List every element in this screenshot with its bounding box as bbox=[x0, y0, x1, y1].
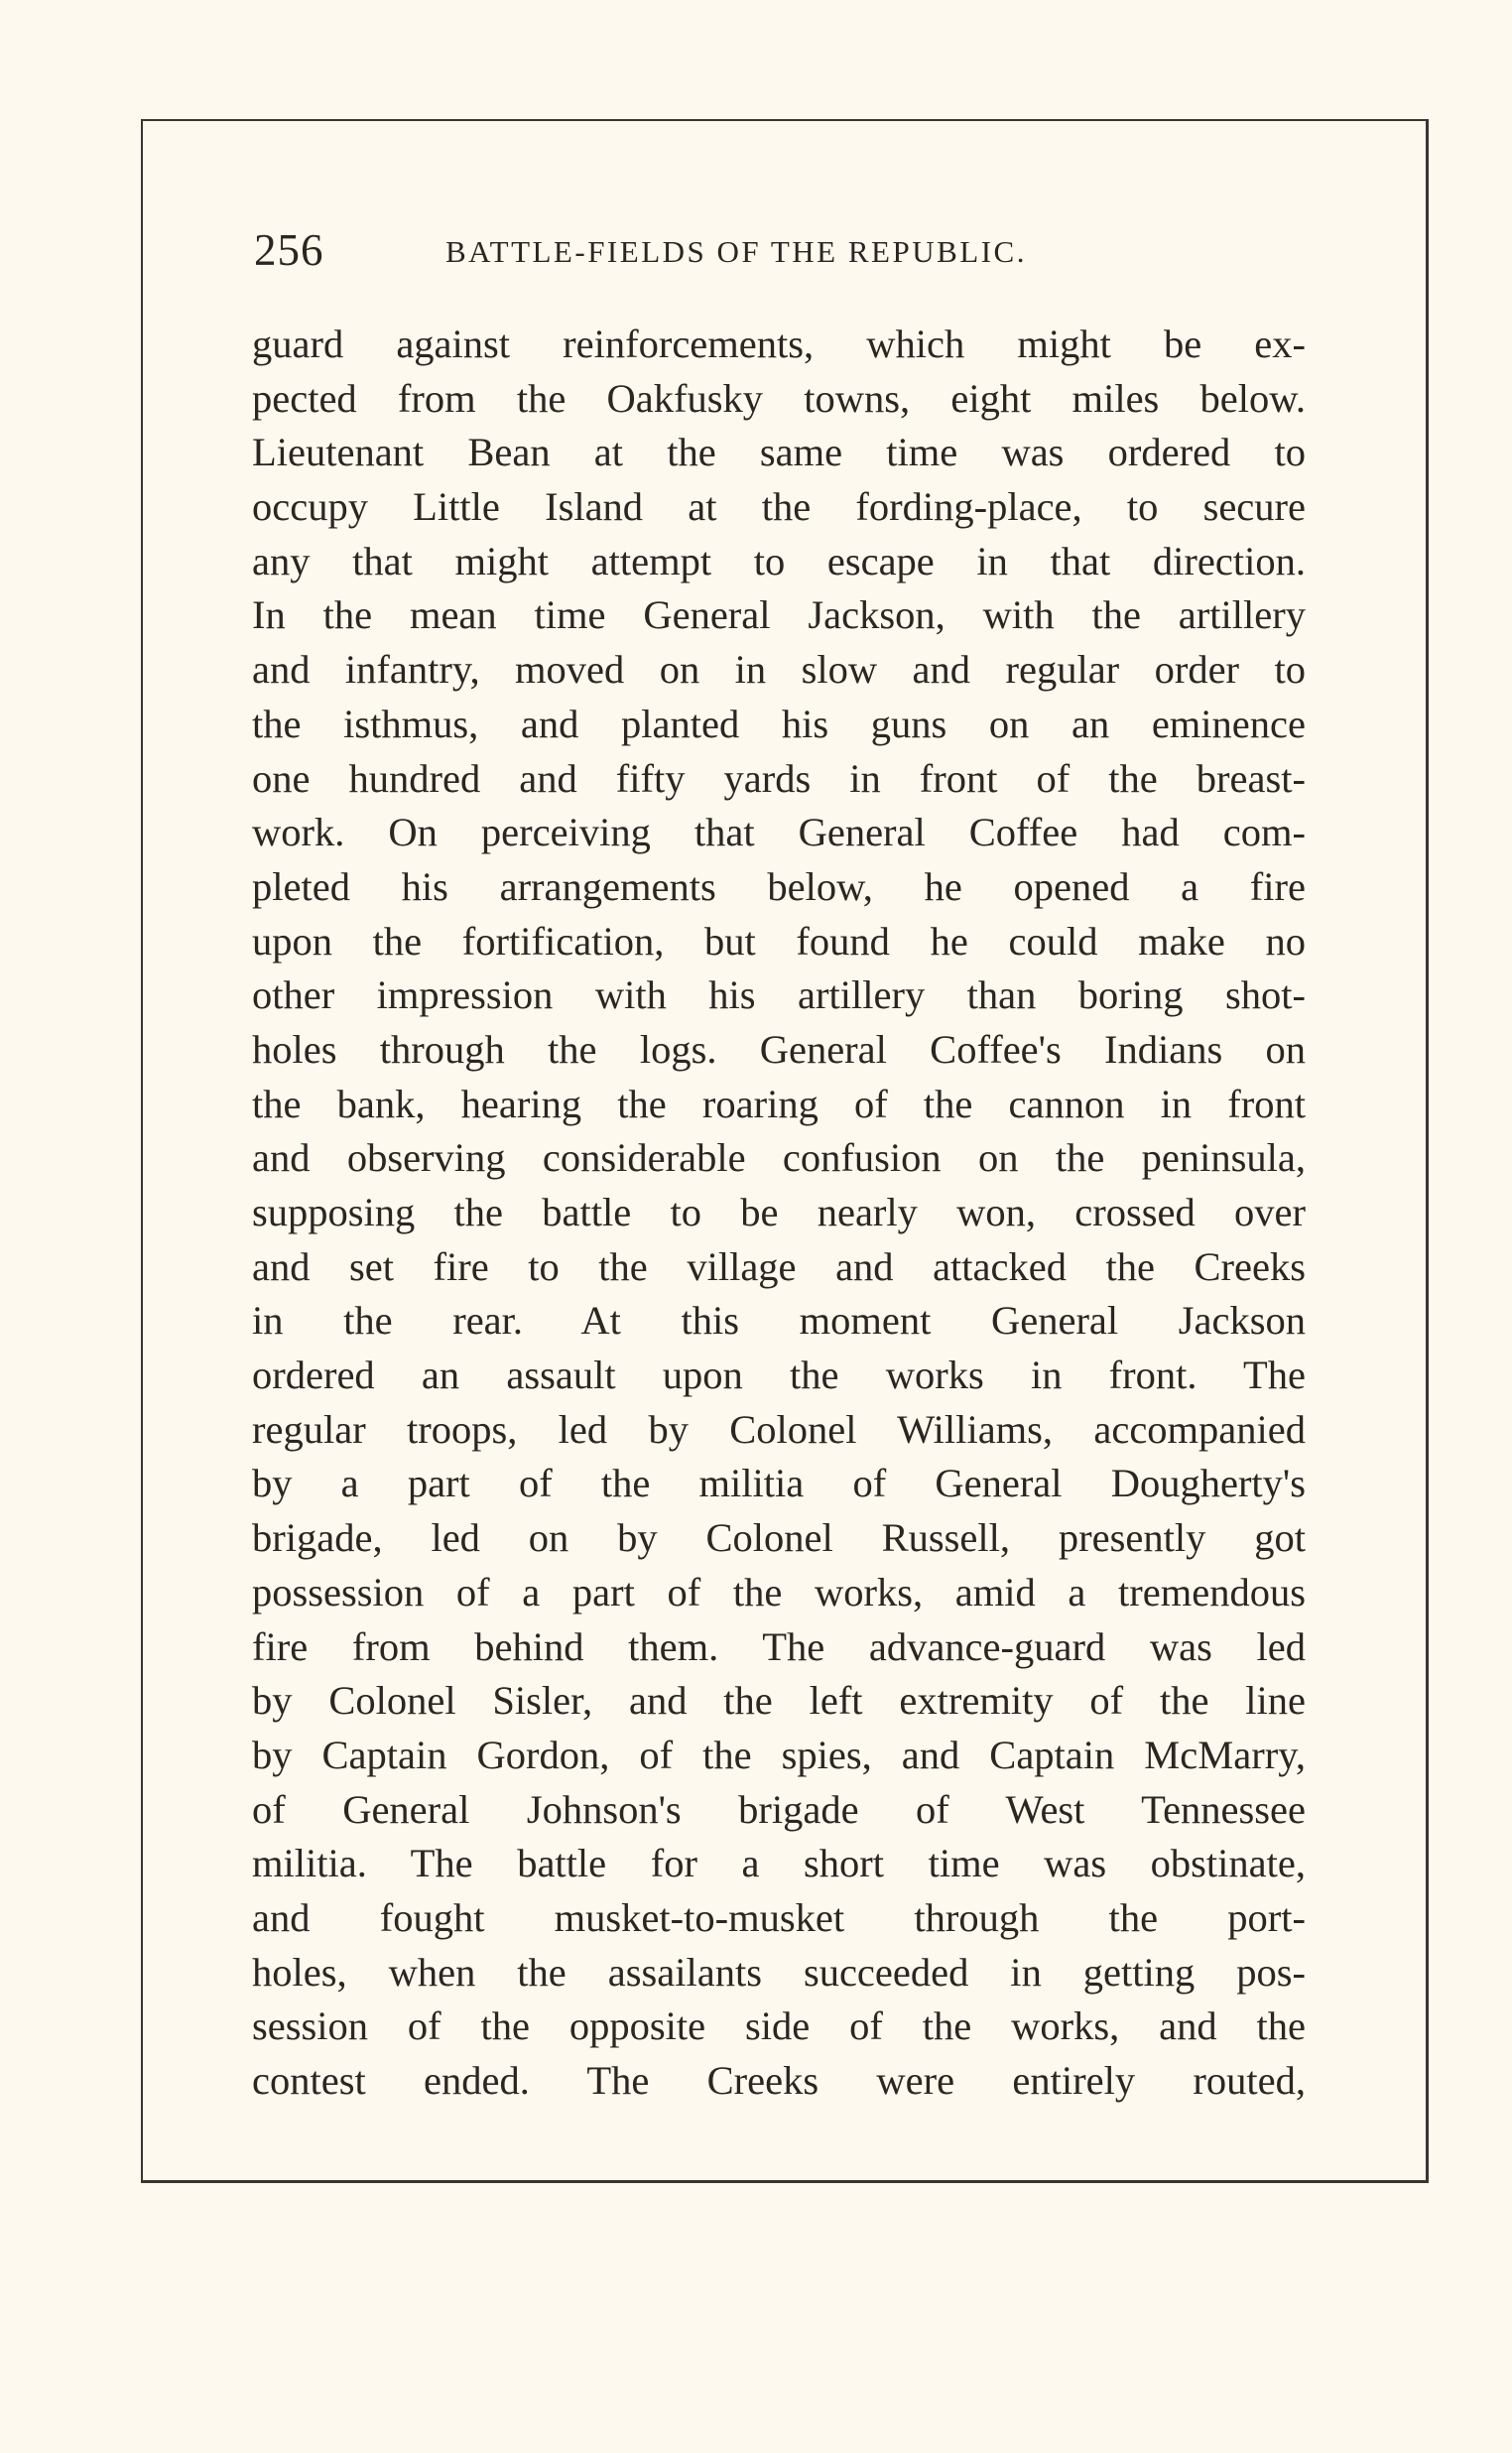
text-line: contest ended. The Creeks were entirely routed, bbox=[252, 2058, 1306, 2103]
text-line: one hundred and fifty yards in front of the breast- bbox=[252, 755, 1306, 801]
text-line: In the mean time General Jackson, with the artillery bbox=[252, 592, 1306, 638]
text-line: by a part of the militia of General Dougherty's bbox=[252, 1461, 1306, 1506]
text-line: occupy Little Island at the fording-place, to secure bbox=[252, 484, 1306, 530]
text-line: holes, when the assailants succeeded in getting pos- bbox=[252, 1949, 1306, 1995]
text-line: supposing the battle to be nearly won, crossed over bbox=[252, 1190, 1306, 1234]
text-line: and infantry, moved on in slow and regular order to bbox=[252, 647, 1306, 693]
text-line: the bank, hearing the roaring of the cannon in front bbox=[252, 1081, 1306, 1126]
text-line: guard against reinforcements, which might be ex- bbox=[252, 322, 1306, 366]
text-line: pleted his arrangements below, he opened a fire bbox=[252, 863, 1306, 909]
text-line: brigade, led on by Colonel Russell, presently got bbox=[252, 1515, 1306, 1561]
text-line: ordered an assault upon the works in front. The bbox=[252, 1353, 1306, 1398]
text-line: and set fire to the village and attacked the Creeks bbox=[252, 1243, 1306, 1289]
text-line: of General Johnson's brigade of West Tennessee bbox=[252, 1786, 1306, 1832]
text-line: by Colonel Sisler, and the left extremity of the line bbox=[252, 1678, 1306, 1724]
text-line: regular troops, led by Colonel Williams, accompanied bbox=[252, 1406, 1306, 1452]
text-line: in the rear. At this moment General Jackson bbox=[252, 1298, 1306, 1344]
text-line: and fought musket-to-musket through the port- bbox=[252, 1894, 1306, 1940]
text-line: other impression with his artillery than boring shot- bbox=[252, 972, 1306, 1018]
text-line: Lieutenant Bean at the same time was ordered to bbox=[252, 430, 1306, 475]
text-line: pected from the Oakfusky towns, eight miles below. bbox=[252, 375, 1306, 421]
body-text bbox=[252, 318, 1306, 2109]
text-line: militia. The battle for a short time was obstinate, bbox=[252, 1841, 1306, 1886]
text-line: upon the fortification, but found he could make no bbox=[252, 918, 1306, 964]
text-line: session of the opposite side of the works, and the bbox=[252, 2003, 1306, 2049]
text-line: and observing considerable confusion on the peninsula, bbox=[252, 1135, 1306, 1181]
running-head: BATTLE-FIELDS OF THE REPUBLIC. bbox=[445, 234, 1027, 269]
text-line: holes through the logs. General Coffee's Indians on bbox=[252, 1026, 1306, 1072]
text-line: possession of a part of the works, amid a tremendous bbox=[252, 1569, 1306, 1614]
text-line: work. On perceiving that General Coffee had com- bbox=[252, 810, 1306, 855]
text-line: any that might attempt to escape in that direction. bbox=[252, 538, 1306, 583]
text-line: the isthmus, and planted his guns on an eminence bbox=[252, 701, 1306, 746]
page-number: 256 bbox=[254, 225, 324, 275]
text-line: by Captain Gordon, of the spies, and Captain McMarry, bbox=[252, 1732, 1306, 1777]
page-header bbox=[254, 222, 1304, 278]
text-line: fire from behind them. The advance-guard was led bbox=[252, 1623, 1306, 1669]
